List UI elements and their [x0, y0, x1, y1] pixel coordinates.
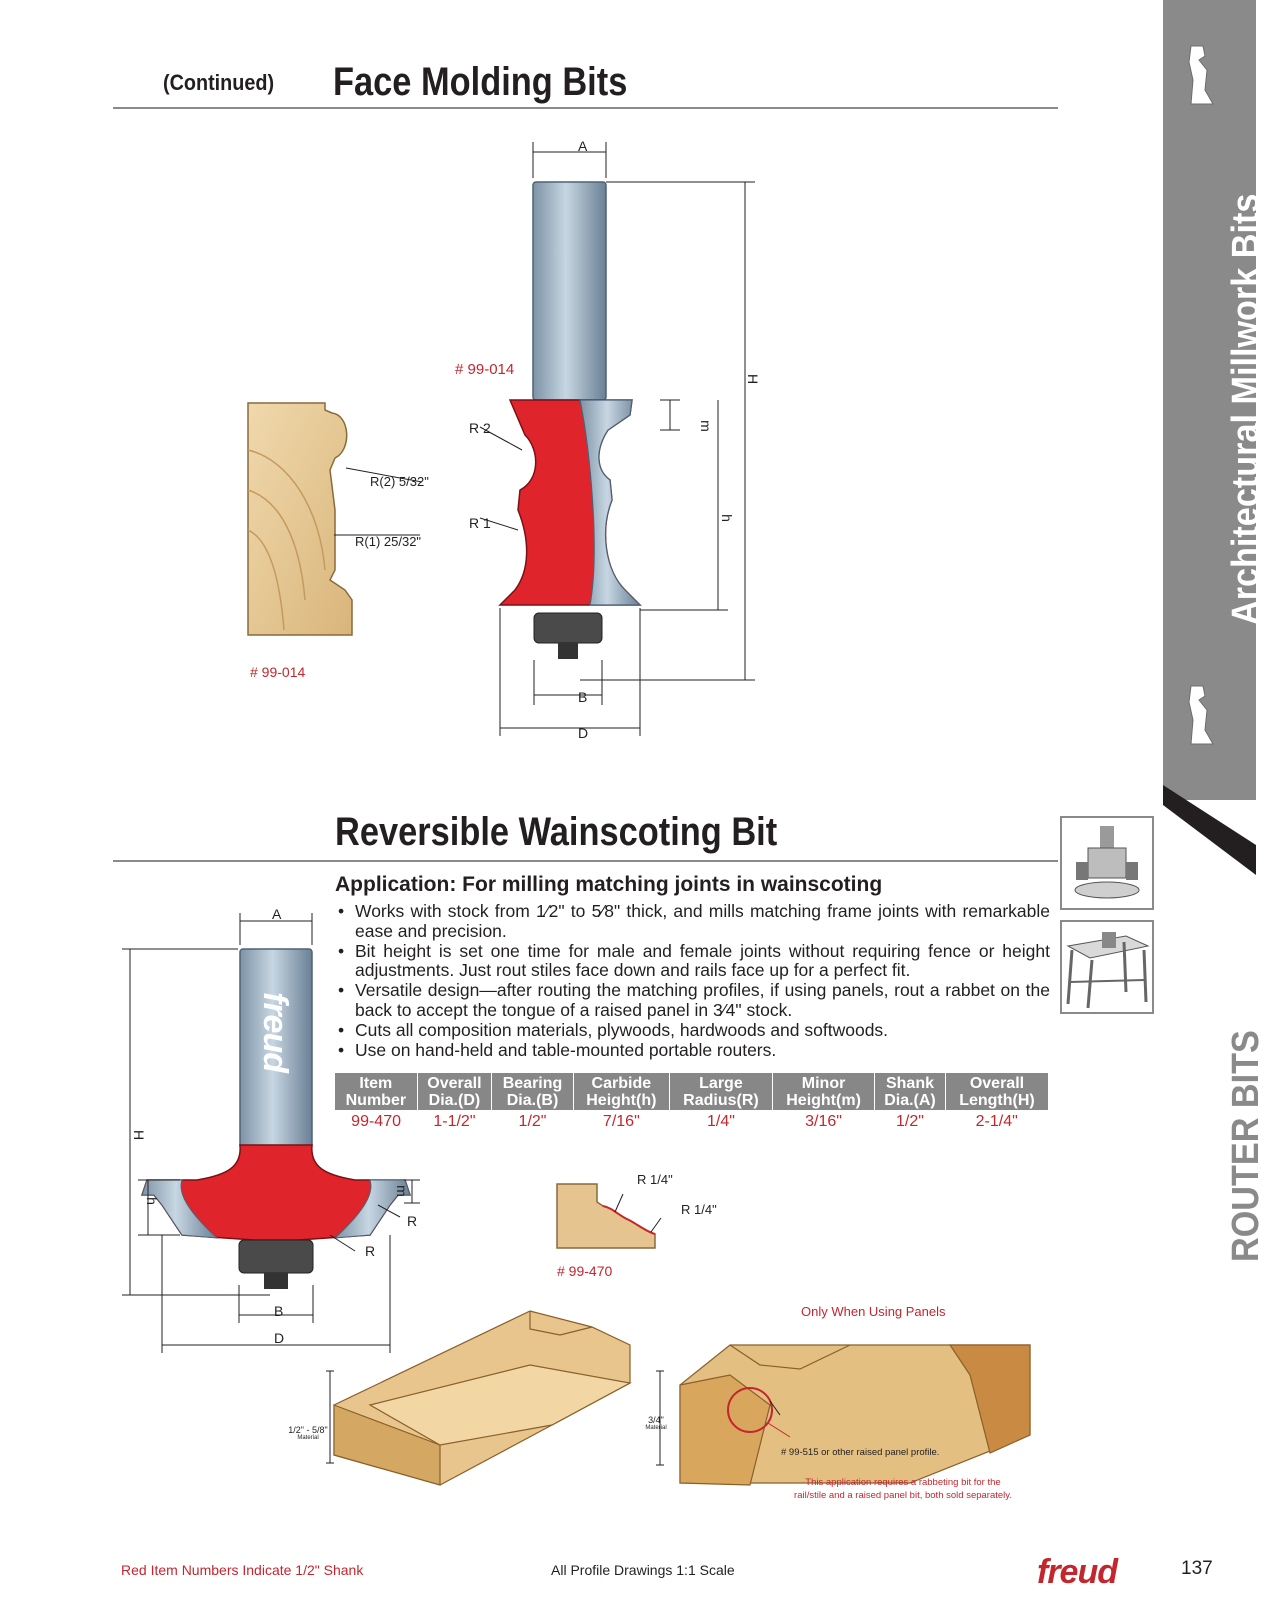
dim-H-label: H	[131, 1129, 148, 1141]
dim-A-label: A	[578, 138, 588, 154]
profile-item-label: # 99-470	[557, 1263, 613, 1279]
table-header: Shank Dia.(A)	[875, 1073, 946, 1110]
brand-logo: freud	[1037, 1553, 1117, 1591]
dim-R-bottom-label: R	[365, 1243, 376, 1259]
table-cell: 1/2"	[518, 1113, 547, 1130]
section-divider	[113, 860, 1058, 862]
wainscoting-profile	[555, 1180, 685, 1260]
title-divider	[113, 107, 1058, 109]
table-header-row	[335, 1073, 1048, 1110]
molding-profile-icon	[1183, 40, 1223, 110]
shank-logo: freud	[256, 992, 294, 1072]
page-title: Face Molding Bits	[333, 60, 628, 104]
profile-radius-2: R 1/4"	[681, 1202, 717, 1217]
table-header: Overall Dia.(D)	[417, 1073, 492, 1110]
panel-callout: # 99-515 or other raised panel profile.	[781, 1447, 940, 1458]
table-cell: 7/16"	[602, 1113, 640, 1130]
dim-B-label: B	[274, 1303, 284, 1319]
dim-h-label: h	[718, 514, 735, 522]
item-label: # 99-014	[455, 361, 515, 378]
table-cell: 3/16"	[805, 1113, 842, 1130]
table-header: Carbide Height(h)	[573, 1073, 669, 1110]
feature-item: • Use on hand-held and table-mounted portable routers.	[335, 1041, 1050, 1061]
table-header: Large Radius(R)	[669, 1073, 772, 1110]
table-cell: 1/2"	[896, 1113, 924, 1130]
handheld-router-icon	[1060, 816, 1154, 910]
spec-table	[335, 1073, 1048, 1134]
dim-A-label: A	[272, 906, 282, 922]
page-number: 137	[1181, 1558, 1213, 1579]
table-cell: 1-1/2"	[433, 1113, 476, 1130]
table-cell: 2-1/4"	[975, 1113, 1018, 1130]
table-cell: 99-470	[351, 1113, 401, 1130]
application-heading: Application: For milling matching joints in wainscoting	[335, 873, 883, 896]
feature-list	[335, 902, 1050, 1060]
table-header: Bearing Dia.(B)	[492, 1073, 574, 1110]
dim-D-label: D	[578, 725, 589, 741]
table-header: Item Number	[335, 1073, 417, 1110]
table-row	[335, 1110, 1048, 1134]
dim-R-top-label: R	[407, 1213, 418, 1229]
shank-logo: freud	[281, 221, 322, 306]
table-header: Minor Height(m)	[773, 1073, 875, 1110]
joint-illustrations	[330, 1305, 1050, 1505]
feature-item: • Works with stock from 1⁄2" to 5⁄8" thick, and mills matching frame joints with remarkable ease and precision.	[335, 902, 1050, 942]
table-header: Overall Length(H)	[945, 1073, 1048, 1110]
dim-R1-label: R 1	[469, 515, 491, 531]
table-cell: 1/4"	[706, 1113, 735, 1130]
material-right-label: 3/4" Material	[645, 1415, 667, 1431]
feature-item: • Versatile design—after routing the matching profiles, if using panels, rout a rabbet on the back to accept the tongue of a raised panel in 3⁄4" stock.	[335, 981, 1050, 1021]
section-label: ROUTER BITS	[1225, 1030, 1267, 1262]
rabbet-note: This application requires a rabbeting bit for the rail/stile and a raised panel bit, both sold separately.	[794, 1477, 1012, 1501]
dim-D-label: D	[274, 1330, 285, 1346]
continued-label: (Continued)	[163, 70, 275, 95]
profile-radius-2: R(2) 5/32"	[370, 474, 429, 489]
side-tab-label: Architectural Millwork Bits	[1225, 193, 1267, 625]
profile-radius-1: R(1) 25/32"	[355, 534, 422, 549]
molding-profile-icon	[1183, 680, 1223, 750]
panels-note: Only When Using Panels	[801, 1304, 946, 1319]
footer-scale-note: All Profile Drawings 1:1 Scale	[551, 1562, 735, 1578]
profile-item-label: # 99-014	[250, 664, 306, 680]
wainscoting-bit-diagram	[120, 905, 440, 1355]
dim-h-label: h	[143, 1197, 160, 1205]
dim-H-label: H	[745, 373, 762, 385]
profile-radius-1: R 1/4"	[637, 1172, 673, 1187]
footer-note: Red Item Numbers Indicate 1/2" Shank	[121, 1562, 364, 1578]
dim-B-label: B	[578, 689, 588, 705]
feature-item: • Bit height is set one time for male and female joints without requiring fence or height adjustments. Just rout stiles face down and rails face up for a perfect fit.	[335, 942, 1050, 982]
feature-item: • Cuts all composition materials, plywoods, hardwoods and softwoods.	[335, 1021, 1050, 1041]
dim-m-label: m	[697, 420, 714, 432]
dim-m-label: m	[393, 1185, 410, 1197]
side-tab-fold	[1163, 775, 1256, 875]
router-table-icon	[1060, 920, 1154, 1014]
material-left-label: 1/2" - 5/8" Material	[288, 1425, 328, 1441]
dim-R2-label: R 2	[469, 420, 491, 436]
face-molding-bit-diagram	[240, 130, 800, 770]
section-title: Reversible Wainscoting Bit	[335, 810, 778, 854]
